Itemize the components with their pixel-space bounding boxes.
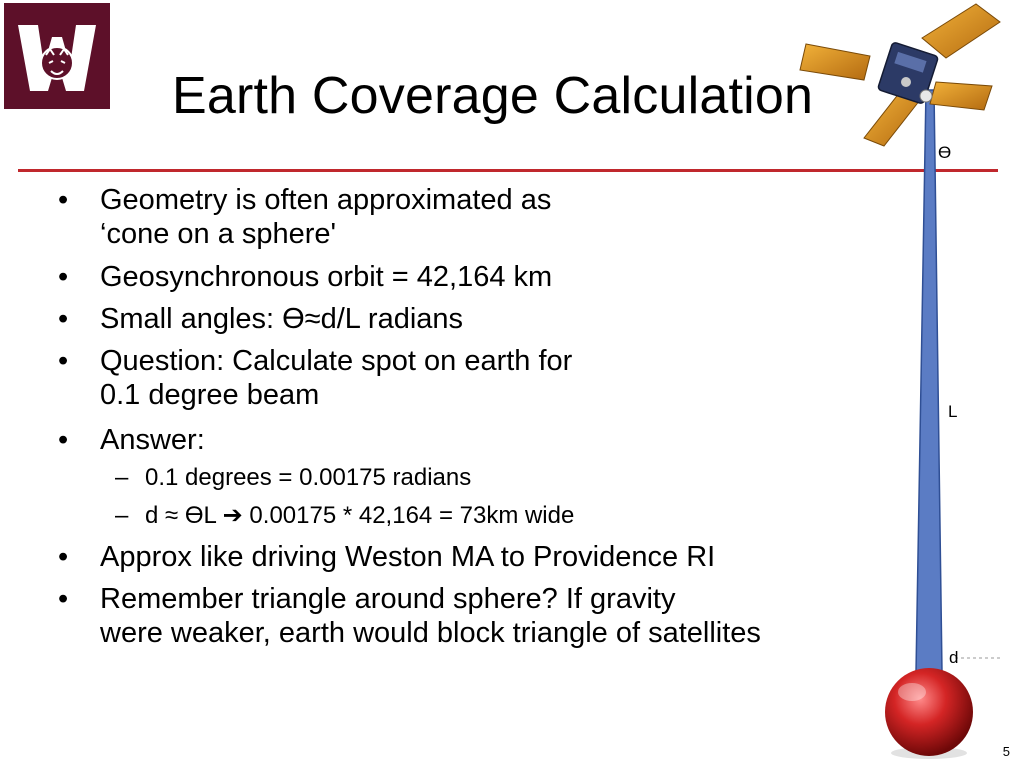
bullet-line: • Small angles: Ө≈d/L radians <box>100 303 464 335</box>
bullet-line: • Question: Calculate spot on earth for <box>100 345 573 377</box>
bullet-geometry <box>100 183 551 251</box>
bullet-answer <box>100 423 205 457</box>
bullet-question <box>100 344 572 412</box>
bullet-line: were weaker, earth would block triangle of satellites <box>100 617 761 649</box>
beam-cone <box>916 90 942 672</box>
arrow-right-icon: ➔ <box>222 502 243 529</box>
bullet-line: 0.1 degree beam <box>100 379 320 411</box>
satellite-icon <box>800 4 1000 146</box>
bullet-orbit <box>100 260 552 294</box>
bullet-remember <box>100 582 761 650</box>
slide-title: Earth Coverage Calculation <box>172 67 814 125</box>
bullet-line: – 0.1 degrees = 0.00175 radians <box>145 464 472 491</box>
bullet-line: • Geosynchronous orbit = 42,164 km <box>100 261 553 293</box>
bullet-approx <box>100 540 715 574</box>
length-label: L <box>948 402 958 421</box>
theta-label: Ө <box>938 143 952 162</box>
spot-label: d <box>949 648 959 667</box>
bullet-line: • Answer: <box>100 424 205 456</box>
sub-bullet-radians <box>145 463 471 493</box>
sub-bullet-result <box>145 501 574 531</box>
bullet-line: ‘cone on a sphere' <box>100 218 337 250</box>
bullet-line: • Approx like driving Weston MA to Providence RI <box>100 541 716 573</box>
earth-sphere <box>885 668 973 756</box>
bullet-line: • Geometry is often approximated as <box>100 184 552 216</box>
formula-result: 0.00175 * 42,164 = 73km wide <box>242 502 575 529</box>
bullet-line: • Remember triangle around sphere? If gravity <box>100 583 676 615</box>
formula-text: d ≈ ӨL <box>145 502 223 529</box>
bullet-small-angles <box>100 302 463 336</box>
slide-number: 5 <box>1002 744 1010 759</box>
